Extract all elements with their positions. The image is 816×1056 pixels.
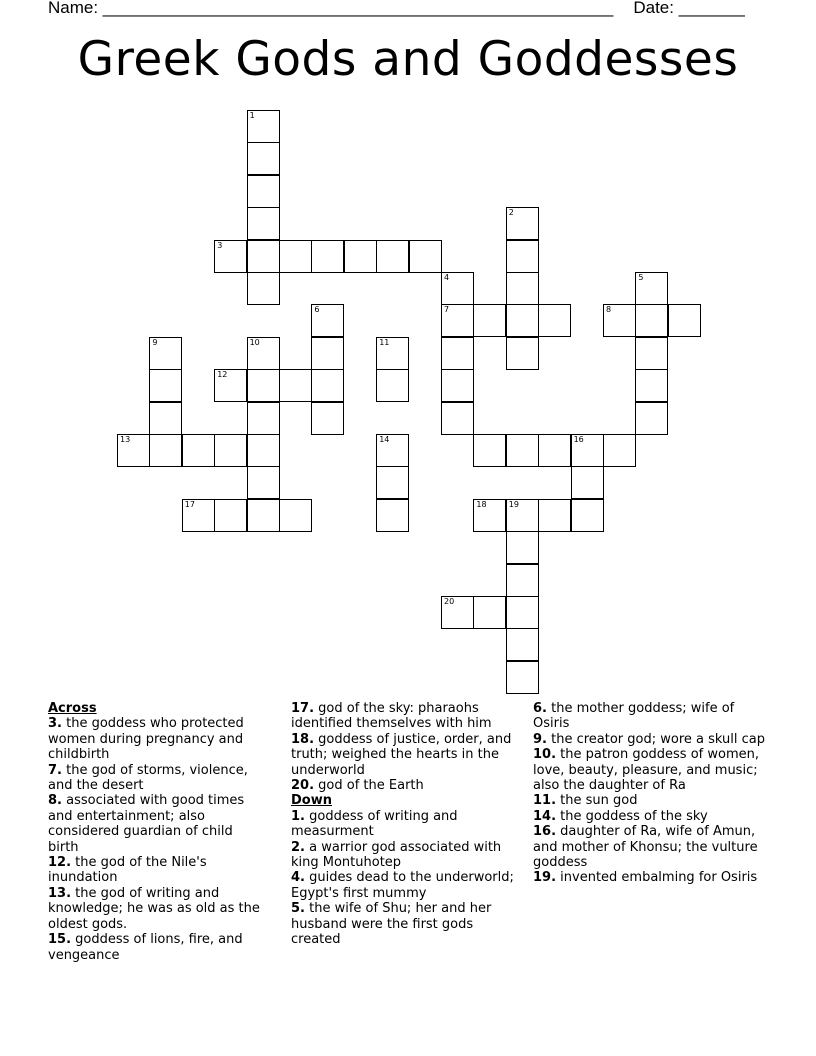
grid-cell[interactable]: [506, 304, 539, 337]
clue-number: 14.: [533, 808, 557, 824]
grid-cell[interactable]: [538, 304, 571, 337]
clue-text: the god of the Nile's inundation: [48, 855, 207, 886]
clue-item: [291, 701, 516, 732]
grid-cell[interactable]: [279, 240, 312, 273]
clue-item: [291, 732, 516, 778]
grid-cell[interactable]: [538, 499, 571, 532]
clue-item: [291, 778, 516, 793]
clue-number: 19.: [533, 870, 557, 886]
grid-cell[interactable]: [441, 596, 474, 629]
grid-cell[interactable]: [279, 369, 312, 402]
grid-cell[interactable]: [506, 434, 539, 467]
clue-item: [291, 840, 516, 871]
cell-number: 19: [508, 499, 519, 509]
cell-number: 18: [476, 499, 487, 509]
cell-number: 5: [638, 273, 644, 282]
grid-cell[interactable]: [247, 142, 280, 175]
clue-number: 12.: [48, 855, 72, 871]
clue-number: 10.: [533, 747, 557, 763]
clue-text: the creator god; wore a skull cap: [546, 731, 765, 747]
cell-number: 4: [444, 273, 450, 282]
grid-cell[interactable]: [376, 466, 409, 499]
grid-cell[interactable]: [538, 434, 571, 467]
cell-number: 2: [508, 208, 514, 218]
grid-cell[interactable]: [473, 596, 506, 629]
grid-cell[interactable]: [117, 434, 150, 467]
cell-number: 12: [217, 370, 228, 380]
grid-cell[interactable]: [376, 337, 409, 370]
clue-text: associated with good times and entertainment; also considered guardian of child birth: [48, 793, 245, 855]
grid-cell[interactable]: [668, 304, 701, 337]
clue-item: [533, 793, 773, 808]
clue-number: 5.: [291, 901, 305, 917]
grid-cell[interactable]: [506, 337, 539, 370]
grid-cell[interactable]: [441, 337, 474, 370]
grid-cell[interactable]: [247, 337, 280, 370]
grid-cell[interactable]: [247, 369, 280, 402]
grid-cell[interactable]: [311, 337, 344, 370]
clue-number: 3.: [48, 716, 62, 732]
grid-cell[interactable]: [311, 240, 344, 273]
clue-text: god of the sky: pharaohs identified themselves with him: [291, 701, 492, 732]
clue-number: 15.: [48, 932, 72, 948]
clue-text: the mother goddess; wife of Osiris: [533, 701, 735, 732]
clue-text: the goddess who protected women during pregnancy and childbirth: [48, 716, 244, 763]
clue-item: [533, 732, 773, 747]
clue-text: the god of storms, violence, and the desert: [48, 762, 248, 794]
date-field[interactable]: Date: _______: [633, 0, 745, 17]
grid-cell[interactable]: [247, 434, 280, 467]
grid-cell[interactable]: [247, 402, 280, 435]
grid-cell[interactable]: [182, 499, 215, 532]
grid-cell[interactable]: [214, 434, 247, 467]
grid-cell[interactable]: [149, 369, 182, 402]
cell-number: 8: [606, 305, 612, 315]
clue-item: [533, 701, 773, 732]
grid-cell[interactable]: [473, 434, 506, 467]
clue-number: 7.: [48, 762, 62, 778]
grid-cell[interactable]: [635, 337, 668, 370]
clue-number: 4.: [291, 870, 305, 886]
grid-cell[interactable]: [635, 369, 668, 402]
clue-item: [291, 901, 516, 947]
clue-item: [533, 870, 773, 885]
grid-cell[interactable]: [635, 272, 668, 305]
clue-text: daughter of Ra, wife of Amun, and mother of Khonsu; the vulture goddess: [533, 824, 758, 871]
clue-text: goddess of justice, order, and truth; weighed the hearts in the underworld: [291, 731, 512, 778]
grid-cell[interactable]: [214, 369, 247, 402]
clue-item: [533, 824, 773, 870]
grid-cell[interactable]: [214, 499, 247, 532]
grid-cell[interactable]: [506, 628, 539, 661]
grid-cell[interactable]: [635, 304, 668, 337]
clue-number: 20.: [291, 778, 315, 794]
grid-cell[interactable]: [506, 596, 539, 629]
grid-cell[interactable]: [214, 240, 247, 273]
grid-cell[interactable]: [376, 369, 409, 402]
cell-number: 20: [444, 597, 455, 606]
clue-column-3: [533, 701, 773, 886]
name-field[interactable]: Name: ______________________________________________________: [48, 0, 614, 17]
grid-cell[interactable]: [441, 304, 474, 337]
grid-cell[interactable]: [311, 304, 344, 337]
grid-cell[interactable]: [247, 272, 280, 305]
clue-number: 2.: [291, 839, 305, 855]
clue-text: goddess of writing and measurment: [291, 808, 458, 840]
clue-item: [48, 716, 263, 762]
clue-number: 18.: [291, 731, 315, 747]
grid-cell[interactable]: [441, 369, 474, 402]
grid-cell[interactable]: [571, 434, 604, 467]
clue-text: the god of writing and knowledge; he was as old as the oldest gods.: [48, 885, 260, 932]
clue-text: god of the Earth: [314, 778, 424, 794]
grid-cell[interactable]: [247, 110, 280, 143]
cell-number: 13: [120, 435, 131, 444]
clue-number: 9.: [533, 731, 547, 747]
clue-number: 11.: [533, 793, 557, 809]
grid-cell[interactable]: [506, 207, 539, 240]
clue-number: 17.: [291, 701, 315, 716]
clue-column-1: [48, 701, 263, 963]
clue-text: the patron goddess of women, love, beauty, pleasure, and music; also the daughter of Ra: [533, 747, 759, 794]
clue-item: [533, 747, 773, 793]
cell-number: 1: [249, 111, 255, 120]
clue-text: goddess of lions, fire, and vengeance: [48, 932, 243, 963]
grid-cell[interactable]: [149, 434, 182, 467]
grid-cell[interactable]: [441, 272, 474, 305]
cell-number: 7: [444, 305, 450, 315]
cell-number: 10: [249, 337, 260, 347]
clue-number: 16.: [533, 824, 557, 840]
grid-cell[interactable]: [279, 499, 312, 532]
clue-text: a warrior god associated with king Montuhotep: [291, 839, 502, 871]
clue-item: [291, 870, 516, 901]
clue-item: [48, 855, 263, 886]
grid-cell[interactable]: [311, 369, 344, 402]
cell-number: 16: [573, 435, 584, 444]
grid-cell[interactable]: [247, 175, 280, 208]
clue-item: [291, 809, 516, 840]
grid-cell[interactable]: [603, 434, 636, 467]
cell-number: 3: [217, 240, 223, 250]
grid-cell[interactable]: [571, 499, 604, 532]
clue-item: [48, 886, 263, 932]
grid-cell[interactable]: [149, 402, 182, 435]
across-heading: Across: [48, 701, 97, 716]
grid-cell[interactable]: [247, 466, 280, 499]
cell-number: 6: [314, 305, 320, 315]
grid-cell[interactable]: [376, 499, 409, 532]
grid-cell[interactable]: [473, 304, 506, 337]
grid-cell[interactable]: [182, 434, 215, 467]
grid-cell[interactable]: [247, 240, 280, 273]
clue-number: 13.: [48, 885, 72, 901]
clue-text: the goddess of the sky: [556, 808, 708, 824]
grid-cell[interactable]: [506, 531, 539, 564]
grid-cell[interactable]: [344, 240, 377, 273]
grid-cell[interactable]: [247, 499, 280, 532]
clue-number: 6.: [533, 701, 547, 716]
grid-cell[interactable]: [506, 661, 539, 694]
grid-cell[interactable]: [571, 466, 604, 499]
grid-cell[interactable]: [409, 240, 442, 273]
cell-number: 14: [379, 435, 390, 444]
grid-cell[interactable]: [149, 337, 182, 370]
clue-number: 8.: [48, 793, 62, 809]
clue-text: the wife of Shu; her and her husband were the first gods created: [291, 901, 492, 948]
grid-cell[interactable]: [506, 564, 539, 597]
grid-cell[interactable]: [311, 402, 344, 435]
clue-item: [48, 932, 263, 963]
cell-number: 17: [184, 499, 195, 509]
grid-cell[interactable]: [376, 240, 409, 273]
grid-cell[interactable]: [441, 402, 474, 435]
grid-cell[interactable]: [506, 240, 539, 273]
grid-cell[interactable]: [247, 207, 280, 240]
grid-cell[interactable]: [473, 499, 506, 532]
page-title: Greek Gods and Goddesses: [77, 32, 739, 87]
grid-cell[interactable]: [506, 272, 539, 305]
clue-item: [48, 793, 263, 855]
clue-text: the sun god: [556, 793, 638, 809]
down-heading: Down: [291, 793, 332, 809]
clue-text: invented embalming for Osiris: [556, 870, 758, 886]
clue-number: 1.: [291, 808, 305, 824]
grid-cell[interactable]: [506, 499, 539, 532]
grid-cell[interactable]: [603, 304, 636, 337]
cell-number: 11: [379, 337, 390, 347]
grid-cell[interactable]: [635, 402, 668, 435]
clue-item: [533, 809, 773, 824]
cell-number: 9: [152, 337, 158, 347]
clue-item: [48, 763, 263, 794]
grid-cell[interactable]: [376, 434, 409, 467]
clue-column-2: [291, 701, 516, 948]
clue-text: guides dead to the underworld; Egypt's first mummy: [291, 870, 514, 901]
